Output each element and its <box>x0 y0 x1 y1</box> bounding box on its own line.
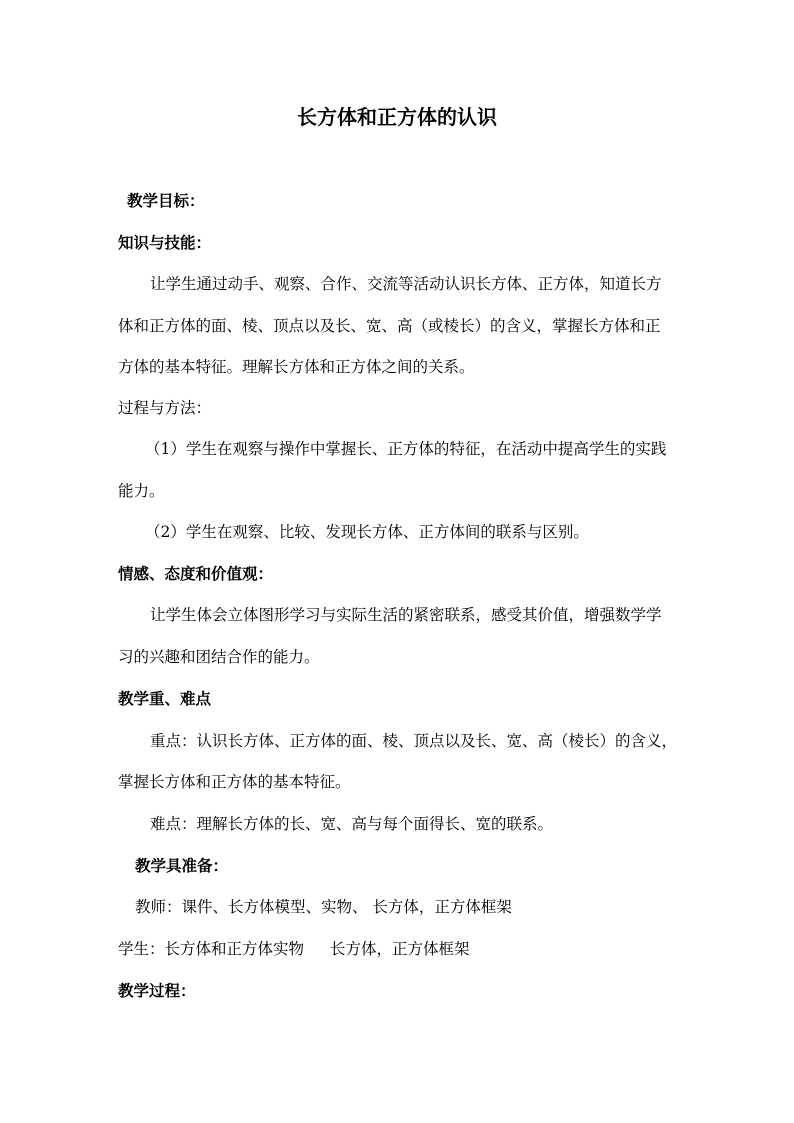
knowledge-heading: 知识与技能： <box>118 233 212 252</box>
prep-heading: 教学具准备： <box>135 856 229 875</box>
student-line-first: 学生：长方体和正方体实物 <box>118 940 305 958</box>
keypoints-paragraph-line: 重点：认识长方体、正方体的面、棱、顶点以及长、宽、高（棱长）的含义， <box>150 732 678 750</box>
knowledge-paragraph-line: 方体的基本特征。理解长方体和正方体之间的关系。 <box>118 358 475 376</box>
student-line <box>118 938 470 960</box>
keypoints-paragraph-line: 掌握长方体和正方体的基本特征。 <box>118 773 351 791</box>
emotion-paragraph-line: 习的兴趣和团结合作的能力。 <box>118 648 320 666</box>
keypoints-paragraph-line: 难点：理解长方体的长、宽、高与每个面得长、宽的联系。 <box>150 815 554 833</box>
process-paragraph-line: 能力。 <box>118 482 165 500</box>
process-paragraph-line: （2）学生在观察、比较、发现长方体、正方体间的联系与区别。 <box>145 523 589 541</box>
emotion-paragraph-line: 让学生体会立体图形学习与实际生活的紧密联系，感受其价值，增强数学学 <box>150 606 662 624</box>
knowledge-paragraph-line: 让学生通过动手、观察、合作、交流等活动认识长方体、正方体，知道长方 <box>150 275 662 293</box>
student-line-second: 长方体，正方体框架 <box>330 940 470 958</box>
document-title: 长方体和正方体的认识 <box>297 105 497 129</box>
emotion-heading: 情感、态度和价值观： <box>118 564 274 583</box>
keypoints-heading: 教学重、难点 <box>118 689 212 708</box>
process-section-heading: 教学过程： <box>118 981 196 1000</box>
process-paragraph-line: （1）学生在观察与操作中掌握长、正方体的特征，在活动中提高学生的实践 <box>145 440 667 458</box>
knowledge-paragraph-line: 体和正方体的面、棱、顶点以及长、宽、高（或棱长）的含义，掌握长方体和正 <box>118 317 661 335</box>
teacher-line: 教师：课件、长方体模型、实物、 长方体，正方体框架 <box>135 898 512 916</box>
objectives-heading: 教学目标： <box>127 191 205 210</box>
process-heading: 过程与方法： <box>118 399 212 417</box>
